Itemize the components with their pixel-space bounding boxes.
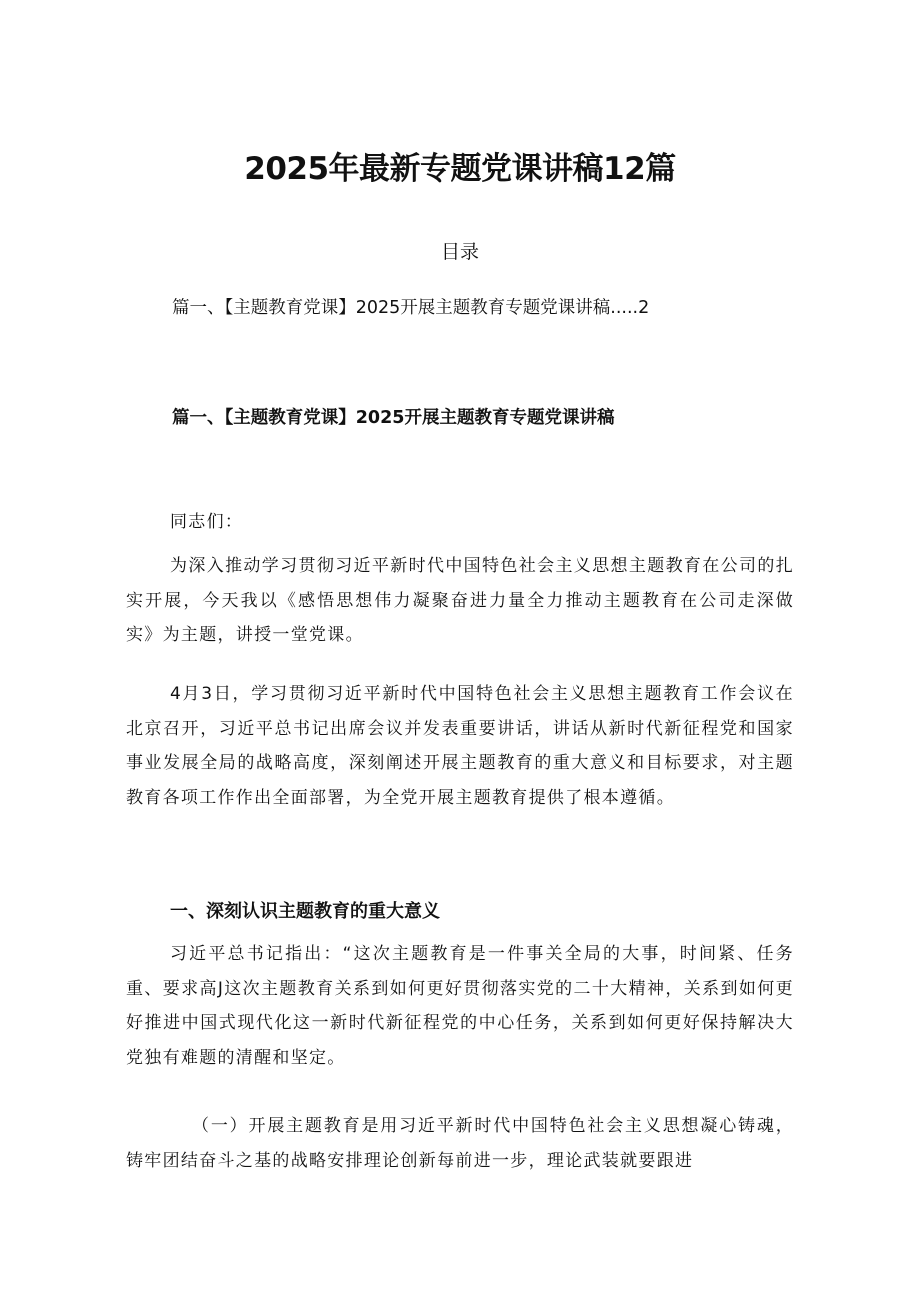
toc-heading: 目录 <box>440 241 479 263</box>
document-title: 2025年最新专题党课讲稿12篇 <box>244 151 676 187</box>
section-heading: 篇一、【主题教育党课】2025开展主题教育专题党课讲稿 <box>172 408 615 428</box>
body-paragraph: （一）开展主题教育是用习近平新时代中国特色社会主义思想凝心铸魂，铸牢团结奋斗之基的战略安排理论创新每前进一步，理论武装就要跟进 <box>126 1116 794 1171</box>
body-paragraph: 为深入推动学习贯彻习近平新时代中国特色社会主义思想主题教育在公司的扎实开展，今天我以《感悟思想伟力凝聚奋进力量全力推动主题教育在公司走深做实》为主题，讲授一堂党课。 <box>126 556 794 645</box>
subsection-heading: 一、深刻认识主题教育的重大意义 <box>170 901 440 922</box>
body-paragraph: 习近平总书记指出：“这次主题教育是一件事关全局的大事，时间紧、任务重、要求高J这次主题教育关系到如何更好贯彻落实党的二十大精神，关系到如何更好推进中国式现代化这一新时代新征程党的中心任务，关系到如何更好保持解决大党独有难题的清醒和坚定。 <box>126 944 794 1068</box>
greeting: 同志们： <box>170 512 244 532</box>
body-paragraph: 4月3日，学习贯彻习近平新时代中国特色社会主义思想主题教育工作会议在北京召开，习近平总书记出席会议并发表重要讲话，讲话从新时代新征程党和国家事业发展全局的战略高度，深刻阐述开展主题教育的重大意义和目标要求，对主题教育各项工作作出全面部署，为全党开展主题教育提供了根本遵循。 <box>126 684 794 808</box>
toc-entry[interactable]: 篇一、【主题教育党课】2025开展主题教育专题党课讲稿.....2 <box>172 298 650 318</box>
